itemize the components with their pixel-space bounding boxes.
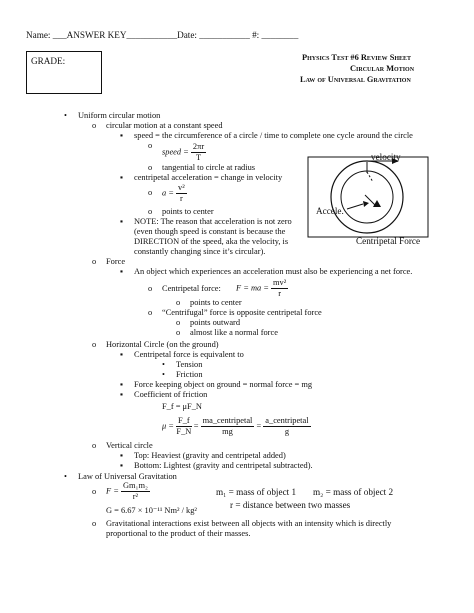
circle-bullet-icon: o	[148, 207, 153, 216]
diagram-accel-label: Accele.	[316, 206, 344, 216]
circle-bullet-icon: o	[148, 141, 153, 150]
vertical-heading: Vertical circle	[106, 441, 153, 450]
circle-bullet-icon: o	[92, 257, 97, 266]
friction-text: Friction	[176, 370, 203, 379]
grade-box	[26, 51, 102, 94]
mu-equation: μ = $\frac{F\_f}{F\_N}$ = $\frac{\text{ma\_centripetal}}{mg}$ = $\frac{\text{a\_centripetal}}{g}$	[162, 416, 309, 436]
ucm-heading: Uniform circular motion	[78, 111, 161, 120]
vertical-top: Top: Heaviest (gravity and centripetal added)	[134, 451, 286, 460]
square-bullet-icon: ▪	[120, 451, 123, 460]
bullet-icon: •	[64, 111, 67, 120]
circle-bullet-icon: o	[148, 284, 153, 293]
square-bullet-icon: ▪	[120, 350, 123, 359]
circle-bullet-icon: o	[92, 340, 97, 349]
gravitation-equation: F = $\frac{\text{Gm₁m₂}}{\text{r²}}$	[106, 481, 148, 501]
ucm-sub1: circular motion at a constant speed	[106, 121, 223, 130]
m2-definition: m₂ = mass of object 2	[313, 487, 394, 497]
circle-bullet-icon: o	[92, 441, 97, 450]
bullet-icon: •	[64, 472, 67, 481]
diagram-velocity-label: velocity	[371, 152, 401, 162]
force-points-center: points to center	[190, 298, 242, 307]
force-heading: Force	[106, 257, 126, 266]
circle-bullet-icon: o	[176, 318, 181, 327]
diagram-force-label: Centripetal Force	[356, 236, 421, 246]
g-constant-equation: G = 6.67 × 10⁻¹¹ Nm² / kg²	[106, 506, 197, 515]
interaction-line-1: Gravitational interactions exist between all objects with an intensity which is directly	[106, 519, 392, 528]
r-definition: r = distance between two masses	[230, 500, 351, 510]
square-bullet-icon: ▪	[120, 217, 123, 226]
circle-bullet-icon: o	[148, 308, 153, 317]
square-bullet-icon: ▪	[120, 173, 123, 182]
speed-definition: speed = the circumference of a circle / time to complete one cycle around the circle	[134, 131, 413, 140]
m1-definition: m₁ = mass of object 1	[216, 487, 297, 497]
circle-bullet-icon: o	[176, 328, 181, 337]
centrifugal-text: “Centrifugal” force is opposite centripetal force	[162, 308, 322, 317]
circle-bullet-icon: •	[162, 360, 165, 369]
circle-bullet-icon: o	[148, 188, 153, 197]
square-bullet-icon: ▪	[120, 267, 123, 276]
title-line-1: Physics Test #6 Review Sheet	[302, 53, 412, 62]
circle-bullet-icon: o	[148, 163, 153, 172]
force-line1: An object which experiences an acceleration must also be experiencing a net force.	[134, 267, 413, 276]
name-date-line: Name: ___ANSWER KEY___________Date: ___________ #: ________	[26, 30, 299, 40]
points-center-text: points to center	[162, 207, 214, 216]
circular-motion-diagram	[307, 147, 432, 247]
note-line-4: constantly changing since it’s circular).	[134, 247, 266, 256]
square-bullet-icon: ▪	[120, 380, 123, 389]
square-bullet-icon: ▪	[120, 461, 123, 470]
equivalent-text: Centripetal force is equivalent to	[134, 350, 244, 359]
title-line-2: Circular Motion	[350, 64, 415, 73]
centripetal-accel-text: centripetal acceleration = change in velocity	[134, 173, 283, 182]
tension-text: Tension	[176, 360, 203, 369]
tangential-text: tangential to circle at radius	[162, 163, 256, 172]
interaction-line-2: proportional to the product of their masses.	[106, 529, 251, 538]
ff-equation: F_f = μF_N	[162, 402, 202, 411]
circle-bullet-icon: o	[92, 519, 97, 528]
centripetal-force-label: Centripetal force:	[162, 284, 221, 293]
title-line-3: Law of Universal Gravitation	[300, 75, 411, 84]
coefficient-text: Coefficient of friction	[134, 390, 208, 399]
square-bullet-icon: ▪	[120, 390, 123, 399]
horizontal-heading: Horizontal Circle (on the ground)	[106, 340, 219, 349]
note-line-1: NOTE: The reason that acceleration is not zero	[134, 217, 292, 226]
vertical-bottom: Bottom: Lightest (gravity and centripetal subtracted).	[134, 461, 313, 470]
circle-bullet-icon: o	[92, 487, 97, 496]
circle-bullet-icon: o	[92, 121, 97, 130]
square-bullet-icon: ▪	[120, 131, 123, 140]
points-outward-text: points outward	[190, 318, 241, 327]
centripetal-force-equation: F = ma = $\frac{\text{mv²}}{r}$	[236, 278, 287, 298]
keeping-text: Force keeping object on ground = normal force = mg	[134, 380, 313, 389]
a-equation: a = $\frac{\text{v²}}{r}$	[162, 183, 185, 203]
normal-force-text: almost like a normal force	[190, 328, 278, 337]
circle-bullet-icon: o	[176, 298, 181, 307]
note-line-2: (even though speed is constant is because the	[134, 227, 286, 236]
circle-bullet-icon: •	[162, 370, 165, 379]
speed-equation: speed = $\frac{2\pi r}{T}$	[162, 142, 205, 162]
note-line-3: DIRECTION of the speed, aka the velocity, is	[134, 237, 289, 246]
gravitation-heading: Law of Universal Gravitation	[78, 472, 177, 481]
grade-label: GRADE:	[31, 56, 66, 66]
